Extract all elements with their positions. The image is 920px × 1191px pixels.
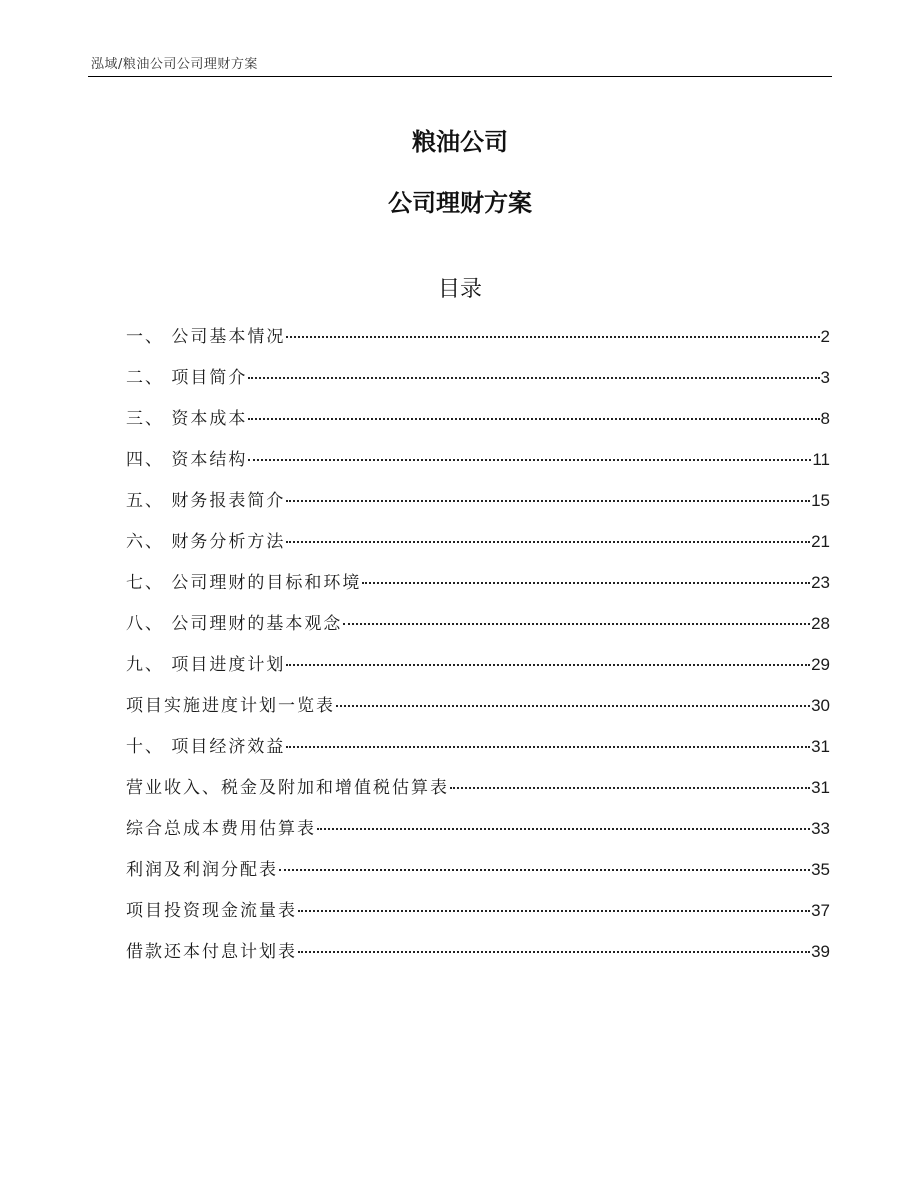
toc-entry-page: 31 <box>811 778 830 797</box>
toc-entry-page: 39 <box>811 942 830 961</box>
toc-entry-page: 2 <box>820 327 830 346</box>
document-title-company: 粮油公司 <box>412 128 508 156</box>
toc-dot-leader <box>298 910 810 912</box>
toc-entry[interactable] <box>126 568 830 609</box>
toc-entry[interactable] <box>126 650 830 691</box>
toc-entry[interactable] <box>126 732 830 773</box>
toc-entry-title: 项目实施进度计划一览表 <box>126 696 335 716</box>
toc-entry-title: 利润及利润分配表 <box>126 860 278 880</box>
toc-dot-leader <box>248 377 819 379</box>
toc-entry-page: 33 <box>811 819 830 838</box>
toc-dot-leader <box>248 418 819 420</box>
toc-entry-page: 28 <box>811 614 830 633</box>
toc-entry[interactable] <box>126 773 830 814</box>
toc-entry[interactable] <box>126 855 830 896</box>
toc-dot-leader <box>362 582 810 584</box>
toc-entry[interactable] <box>126 404 830 445</box>
toc-entry-page: 8 <box>820 409 830 428</box>
toc-entry-page: 35 <box>811 860 830 879</box>
toc-dot-leader <box>286 664 810 666</box>
toc-entry-title: 十、 项目经济效益 <box>126 737 286 757</box>
toc-heading: 目录 <box>437 277 482 302</box>
toc-dot-leader <box>450 787 810 789</box>
toc-entry-page: 31 <box>811 737 830 756</box>
header-divider <box>88 76 832 77</box>
toc-entry[interactable] <box>126 814 830 855</box>
table-of-contents <box>126 322 830 978</box>
toc-dot-leader <box>286 336 819 338</box>
toc-entry-title: 一、 公司基本情况 <box>126 327 286 347</box>
toc-entry[interactable] <box>126 527 830 568</box>
toc-entry-page: 11 <box>812 450 830 469</box>
toc-entry-title: 综合总成本费用估算表 <box>126 819 316 839</box>
toc-entry-title: 六、 财务分析方法 <box>126 532 286 552</box>
toc-entry-page: 30 <box>811 696 830 715</box>
toc-dot-leader <box>298 951 810 953</box>
toc-entry[interactable] <box>126 363 830 404</box>
toc-dot-leader <box>286 500 810 502</box>
toc-entry[interactable] <box>126 691 830 732</box>
toc-entry-title: 八、 公司理财的基本观念 <box>126 614 343 634</box>
toc-entry-title: 七、 公司理财的目标和环境 <box>126 573 362 593</box>
toc-entry-page: 3 <box>820 368 830 387</box>
toc-entry-page: 21 <box>811 532 830 551</box>
toc-dot-leader <box>317 828 810 830</box>
toc-entry-page: 23 <box>811 573 830 592</box>
toc-dot-leader <box>286 746 810 748</box>
toc-entry[interactable] <box>126 322 830 363</box>
toc-dot-leader <box>343 623 810 625</box>
toc-entry-title: 九、 项目进度计划 <box>126 655 286 675</box>
toc-entry-title: 借款还本付息计划表 <box>126 942 297 962</box>
toc-entry[interactable] <box>126 486 830 527</box>
toc-entry[interactable] <box>126 937 830 978</box>
toc-dot-leader <box>336 705 810 707</box>
toc-entry-title: 五、 财务报表简介 <box>126 491 286 511</box>
toc-entry-title: 四、 资本结构 <box>126 450 248 470</box>
toc-entry-title: 营业收入、税金及附加和增值税估算表 <box>126 778 449 798</box>
toc-entry[interactable] <box>126 445 830 486</box>
running-header-title: 泓域/粮油公司公司理财方案 <box>91 57 258 72</box>
toc-entry[interactable] <box>126 609 830 650</box>
toc-entry[interactable] <box>126 896 830 937</box>
toc-dot-leader <box>286 541 810 543</box>
toc-entry-title: 二、 项目简介 <box>126 368 248 388</box>
toc-entry-page: 29 <box>811 655 830 674</box>
toc-entry-page: 15 <box>811 491 830 510</box>
toc-dot-leader <box>279 869 810 871</box>
toc-entry-title: 项目投资现金流量表 <box>126 901 297 921</box>
document-title-plan: 公司理财方案 <box>388 189 532 217</box>
toc-entry-title: 三、 资本成本 <box>126 409 248 429</box>
toc-entry-page: 37 <box>811 901 830 920</box>
toc-dot-leader <box>248 459 811 461</box>
